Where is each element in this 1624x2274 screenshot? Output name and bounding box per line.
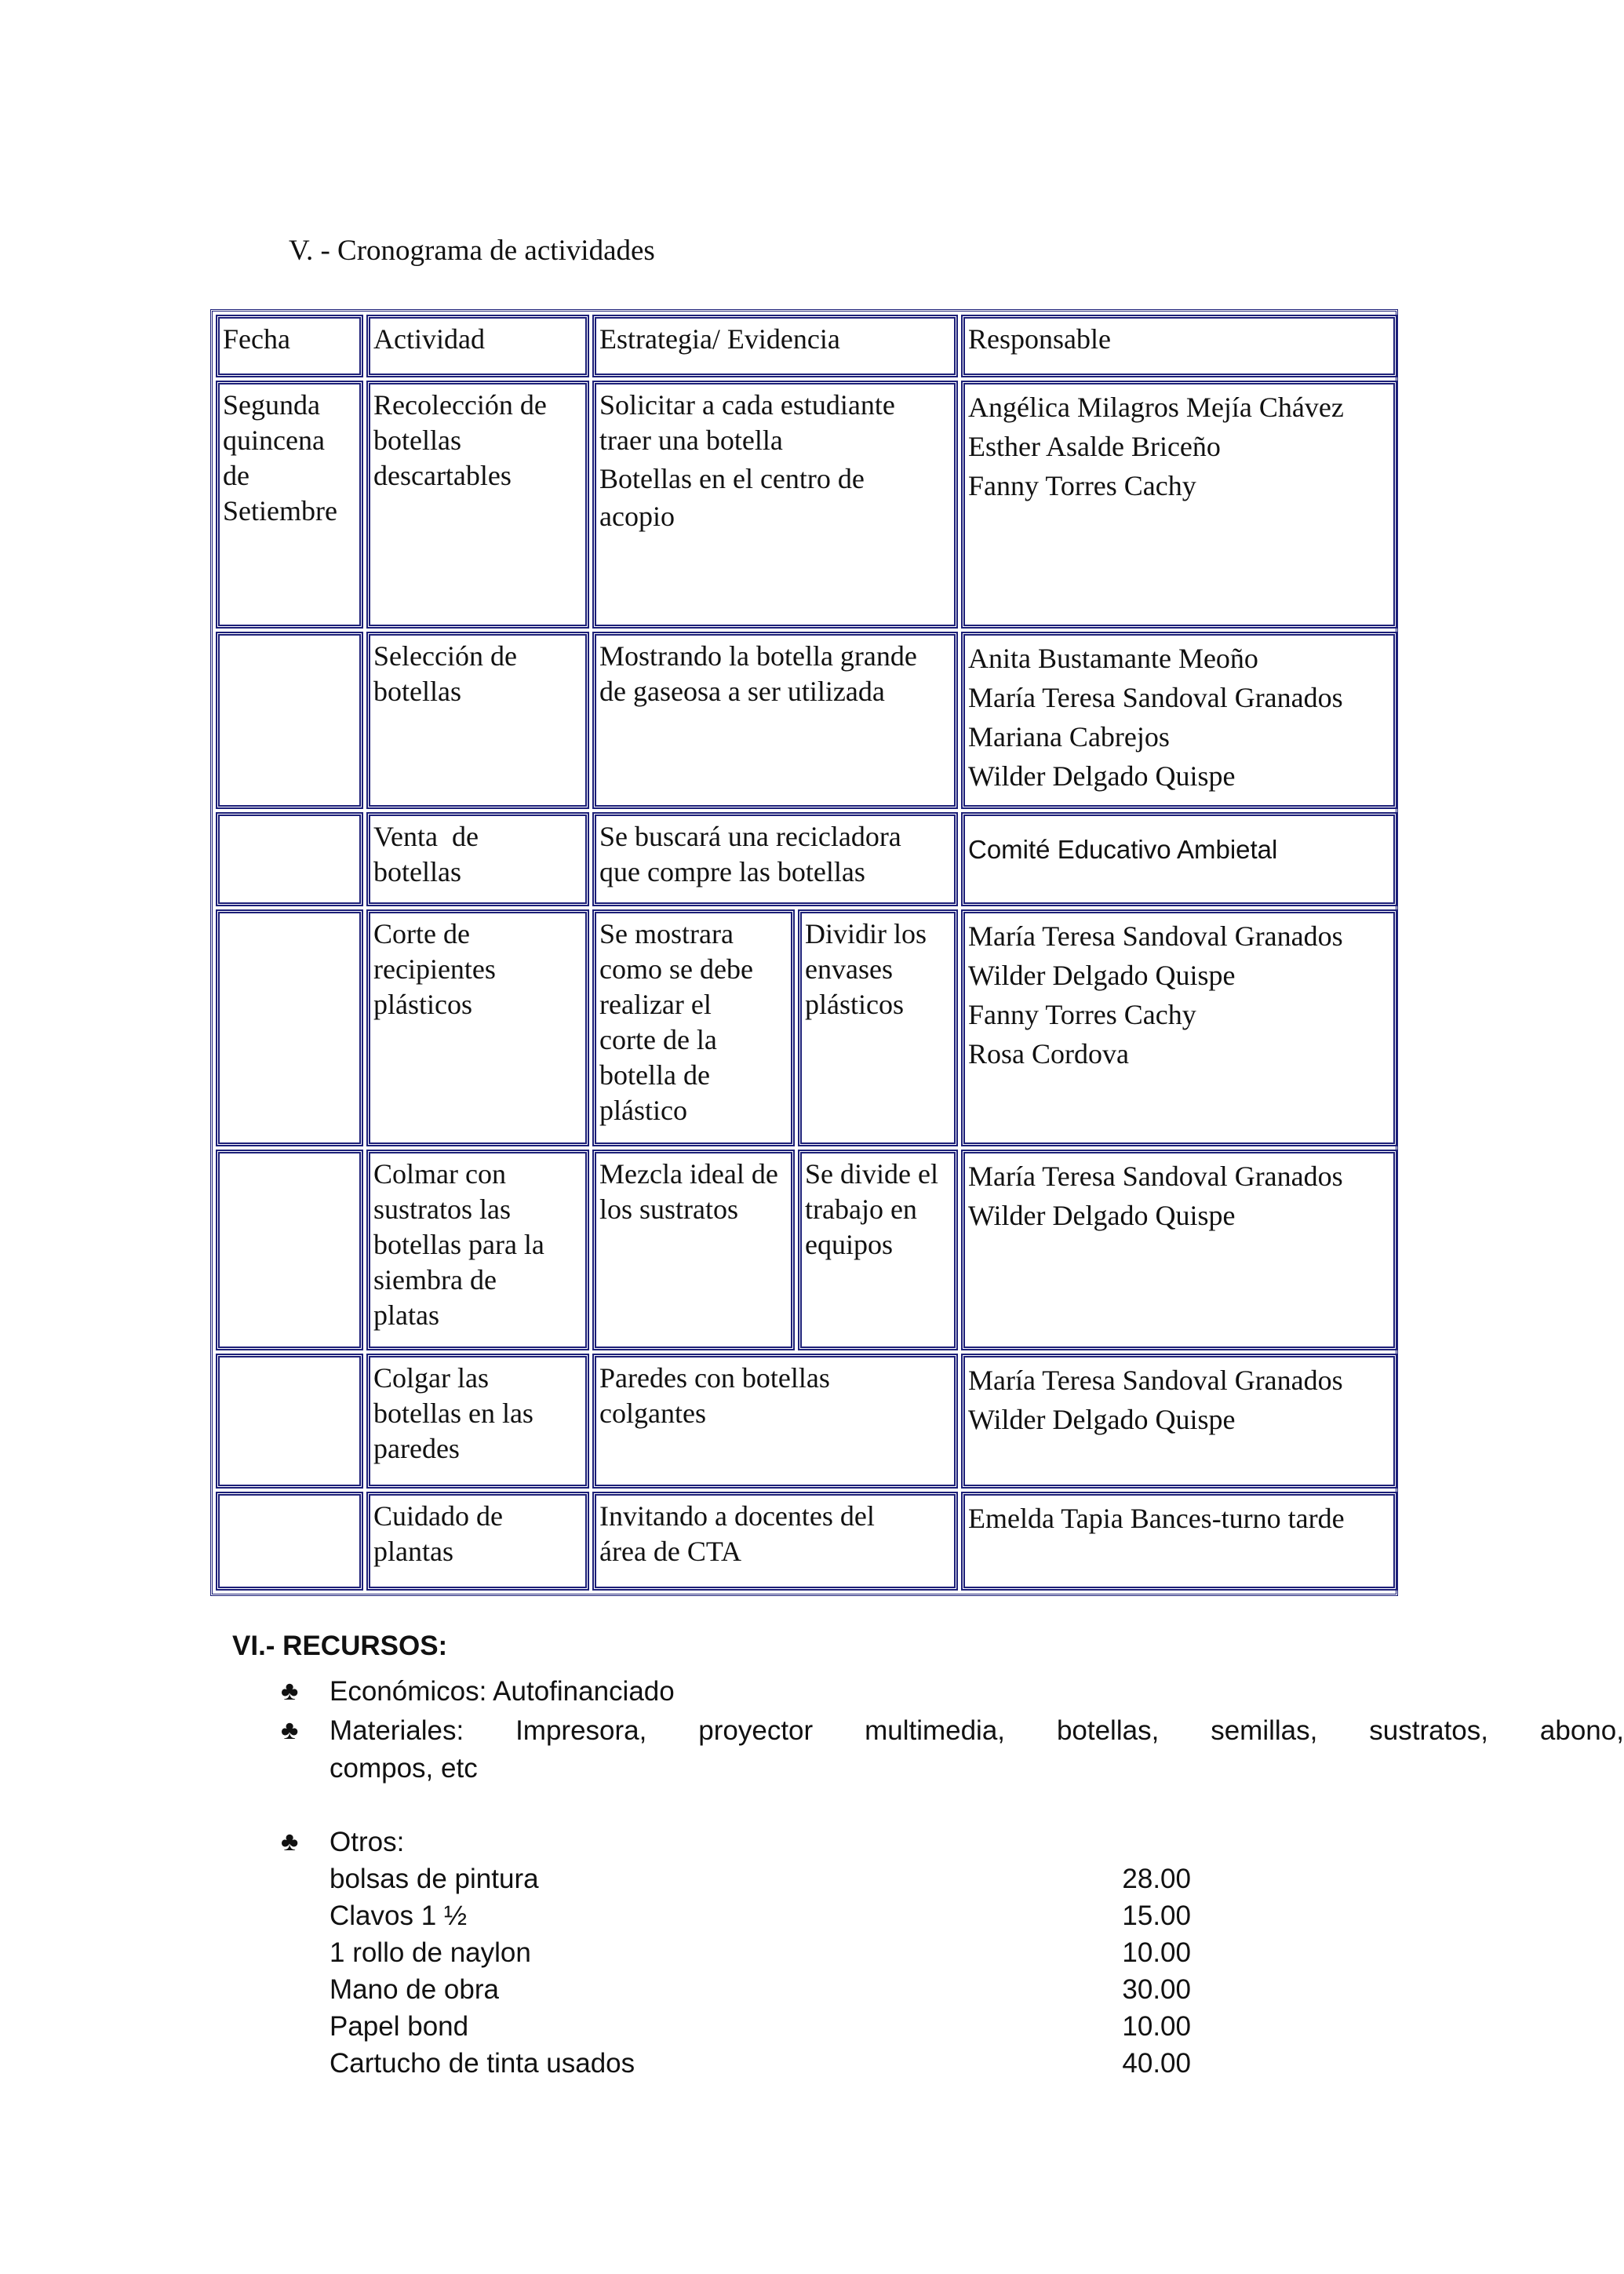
resource-materiales xyxy=(330,1715,1624,1747)
row5-evidencia-line: trabajo en xyxy=(805,1193,917,1225)
row2-responsable-line: Mariana Cabrejos xyxy=(968,721,1170,753)
row1-fecha-line: Segunda xyxy=(223,389,320,421)
row4-actividad-line: plásticos xyxy=(373,989,472,1020)
row7-actividad xyxy=(366,1492,589,1591)
row1-actividad xyxy=(366,381,589,629)
row6-actividad xyxy=(366,1354,589,1489)
header-fecha xyxy=(216,315,363,377)
materiales-word: botellas, xyxy=(1056,1715,1160,1746)
row1-fecha xyxy=(216,381,363,629)
materiales-word: proyector xyxy=(698,1715,814,1746)
cost-amount: 10.00 xyxy=(1122,1937,1191,1968)
materiales-word: Impresora, xyxy=(515,1715,647,1746)
row4-actividad xyxy=(366,909,589,1146)
row7-actividad-line: Cuidado de xyxy=(373,1500,503,1532)
schedule-table xyxy=(210,309,1398,1596)
row4-estrategia xyxy=(592,909,795,1146)
row7-estrategia-line: Invitando a docentes del xyxy=(599,1500,875,1532)
row6-estrategia-line: colgantes xyxy=(599,1398,706,1429)
cost-item: bolsas de pintura xyxy=(330,1864,539,1894)
cost-item: Papel bond xyxy=(330,2011,469,2042)
section-title: V. - Cronograma de actividades xyxy=(289,235,655,267)
row4-actividad-line: recipientes xyxy=(373,953,496,985)
row1-responsable-line: Fanny Torres Cachy xyxy=(968,470,1196,501)
row5-actividad-line: platas xyxy=(373,1299,439,1331)
row4-estrategia-line: realizar el xyxy=(599,989,712,1020)
row1-actividad-line: descartables xyxy=(373,460,512,491)
materiales-word: semillas, xyxy=(1211,1715,1318,1746)
row1-responsable-line: Angélica Milagros Mejía Chávez xyxy=(968,392,1344,423)
row3-estrategia-line: Se buscará una recicladora xyxy=(599,821,901,852)
row2-responsable xyxy=(961,632,1397,809)
header-actividad-label: Actividad xyxy=(373,323,485,355)
row4-estrategia-line: Se mostrara xyxy=(599,918,734,949)
row6-responsable-line: María Teresa Sandoval Granados xyxy=(968,1365,1343,1396)
row3-fecha xyxy=(216,812,363,906)
row6-fecha xyxy=(216,1354,363,1489)
row6-estrategia-line: Paredes con botellas xyxy=(599,1362,830,1394)
row2-estrategia-line: Mostrando la botella grande xyxy=(599,640,917,672)
row3-responsable-line: Comité Educativo Ambietal xyxy=(968,835,1278,864)
row4-estrategia-line: como se debe xyxy=(599,953,753,985)
header-estrategia-label: Estrategia/ Evidencia xyxy=(599,323,840,355)
row6-actividad-line: paredes xyxy=(373,1433,460,1464)
cost-item: Clavos 1 ½ xyxy=(330,1900,468,1931)
row7-responsable xyxy=(961,1492,1397,1591)
header-responsable xyxy=(961,315,1397,377)
row1-estrategia-line: Botellas en el centro de xyxy=(599,463,865,494)
cost-amount: 30.00 xyxy=(1122,1974,1191,2005)
row3-actividad-line: Venta de xyxy=(373,821,479,852)
row2-fecha xyxy=(216,632,363,809)
resource-otros: Otros: xyxy=(330,1827,405,1857)
cost-item: Mano de obra xyxy=(330,1974,499,2005)
row1-estrategia-line: traer una botella xyxy=(599,425,783,456)
row6-actividad-line: Colgar las xyxy=(373,1362,489,1394)
row4-responsable xyxy=(961,909,1397,1146)
materiales-word: Materiales: xyxy=(330,1715,464,1746)
materiales-word: sustratos, xyxy=(1369,1715,1488,1746)
row2-actividad xyxy=(366,632,589,809)
row5-actividad-line: sustratos las xyxy=(373,1193,511,1225)
row4-evidencia-line: plásticos xyxy=(805,989,904,1020)
cost-item: 1 rollo de naylon xyxy=(330,1937,531,1968)
row3-estrategia-line: que compre las botellas xyxy=(599,856,865,887)
cost-amount: 10.00 xyxy=(1122,2011,1191,2042)
row4-estrategia-line: plástico xyxy=(599,1095,687,1126)
row5-actividad-line: Colmar con xyxy=(373,1158,506,1190)
row2-responsable-line: María Teresa Sandoval Granados xyxy=(968,682,1343,713)
row1-estrategia-line: acopio xyxy=(599,501,675,532)
row1-fecha-line: quincena xyxy=(223,425,325,456)
cost-item: Cartucho de tinta usados xyxy=(330,2048,635,2079)
materiales-word: abono, xyxy=(1539,1715,1624,1746)
row3-estrategia xyxy=(592,812,958,906)
row1-actividad-line: botellas xyxy=(373,425,461,456)
row5-fecha xyxy=(216,1150,363,1350)
materiales-word: multimedia, xyxy=(865,1715,1006,1746)
row4-evidencia xyxy=(798,909,958,1146)
row5-estrategia-line: los sustratos xyxy=(599,1193,739,1225)
header-fecha-label: Fecha xyxy=(223,323,290,355)
row4-responsable-line: María Teresa Sandoval Granados xyxy=(968,920,1343,952)
row5-evidencia-line: equipos xyxy=(805,1229,893,1260)
row5-evidencia-line: Se divide el xyxy=(805,1158,938,1190)
row4-fecha xyxy=(216,909,363,1146)
row5-responsable-line: Wilder Delgado Quispe xyxy=(968,1200,1236,1231)
header-responsable-label: Responsable xyxy=(968,323,1111,355)
club-suit-icon: ♣ xyxy=(281,1715,299,1745)
row3-actividad-line: botellas xyxy=(373,856,461,887)
cost-amount: 28.00 xyxy=(1122,1864,1191,1894)
row5-actividad xyxy=(366,1150,589,1350)
row1-fecha-line: de xyxy=(223,460,249,491)
header-actividad xyxy=(366,315,589,377)
row6-actividad-line: botellas en las xyxy=(373,1398,533,1429)
row4-responsable-line: Wilder Delgado Quispe xyxy=(968,960,1236,991)
row2-estrategia xyxy=(592,632,958,809)
resource-materiales-cont: compos, etc xyxy=(330,1753,478,1784)
row2-actividad-line: Selección de xyxy=(373,640,517,672)
row7-fecha xyxy=(216,1492,363,1591)
header-estrategia xyxy=(592,315,958,377)
row1-fecha-line: Setiembre xyxy=(223,495,337,527)
club-suit-icon: ♣ xyxy=(281,1827,299,1857)
row5-responsable xyxy=(961,1150,1397,1350)
resource-economicos: Económicos: Autofinanciado xyxy=(330,1676,675,1707)
row4-actividad-line: Corte de xyxy=(373,918,470,949)
row7-estrategia xyxy=(592,1492,958,1591)
row1-estrategia xyxy=(592,381,958,629)
row5-actividad-line: siembra de xyxy=(373,1264,497,1296)
row5-actividad-line: botellas para la xyxy=(373,1229,544,1260)
row4-estrategia-line: botella de xyxy=(599,1059,710,1091)
row2-estrategia-line: de gaseosa a ser utilizada xyxy=(599,676,885,707)
row4-evidencia-line: Dividir los xyxy=(805,918,927,949)
row6-estrategia xyxy=(592,1354,958,1489)
row2-responsable-line: Anita Bustamante Meoño xyxy=(968,643,1258,674)
row4-estrategia-line: corte de la xyxy=(599,1024,717,1055)
resources-title: VI.- RECURSOS: xyxy=(232,1631,448,1661)
row4-responsable-line: Fanny Torres Cachy xyxy=(968,999,1196,1030)
row5-evidencia xyxy=(798,1150,958,1350)
row3-responsable xyxy=(961,812,1397,906)
cost-amount: 40.00 xyxy=(1122,2048,1191,2079)
row1-responsable xyxy=(961,381,1397,629)
row7-estrategia-line: área de CTA xyxy=(599,1536,742,1567)
row7-actividad-line: plantas xyxy=(373,1536,453,1567)
row5-estrategia-line: Mezcla ideal de xyxy=(599,1158,778,1190)
row3-actividad xyxy=(366,812,589,906)
row1-responsable-line: Esther Asalde Briceño xyxy=(968,431,1221,462)
club-suit-icon: ♣ xyxy=(281,1676,299,1706)
row4-responsable-line: Rosa Cordova xyxy=(968,1038,1129,1070)
row2-actividad-line: botellas xyxy=(373,676,461,707)
row6-responsable xyxy=(961,1354,1397,1489)
row7-responsable-line: Emelda Tapia Bances-turno tarde xyxy=(968,1503,1345,1534)
row6-responsable-line: Wilder Delgado Quispe xyxy=(968,1404,1236,1435)
cost-amount: 15.00 xyxy=(1122,1900,1191,1931)
row4-evidencia-line: envases xyxy=(805,953,893,985)
row5-estrategia xyxy=(592,1150,795,1350)
row1-estrategia-line: Solicitar a cada estudiante xyxy=(599,389,895,421)
row2-responsable-line: Wilder Delgado Quispe xyxy=(968,760,1236,792)
row1-actividad-line: Recolección de xyxy=(373,389,547,421)
row5-responsable-line: María Teresa Sandoval Granados xyxy=(968,1161,1343,1192)
